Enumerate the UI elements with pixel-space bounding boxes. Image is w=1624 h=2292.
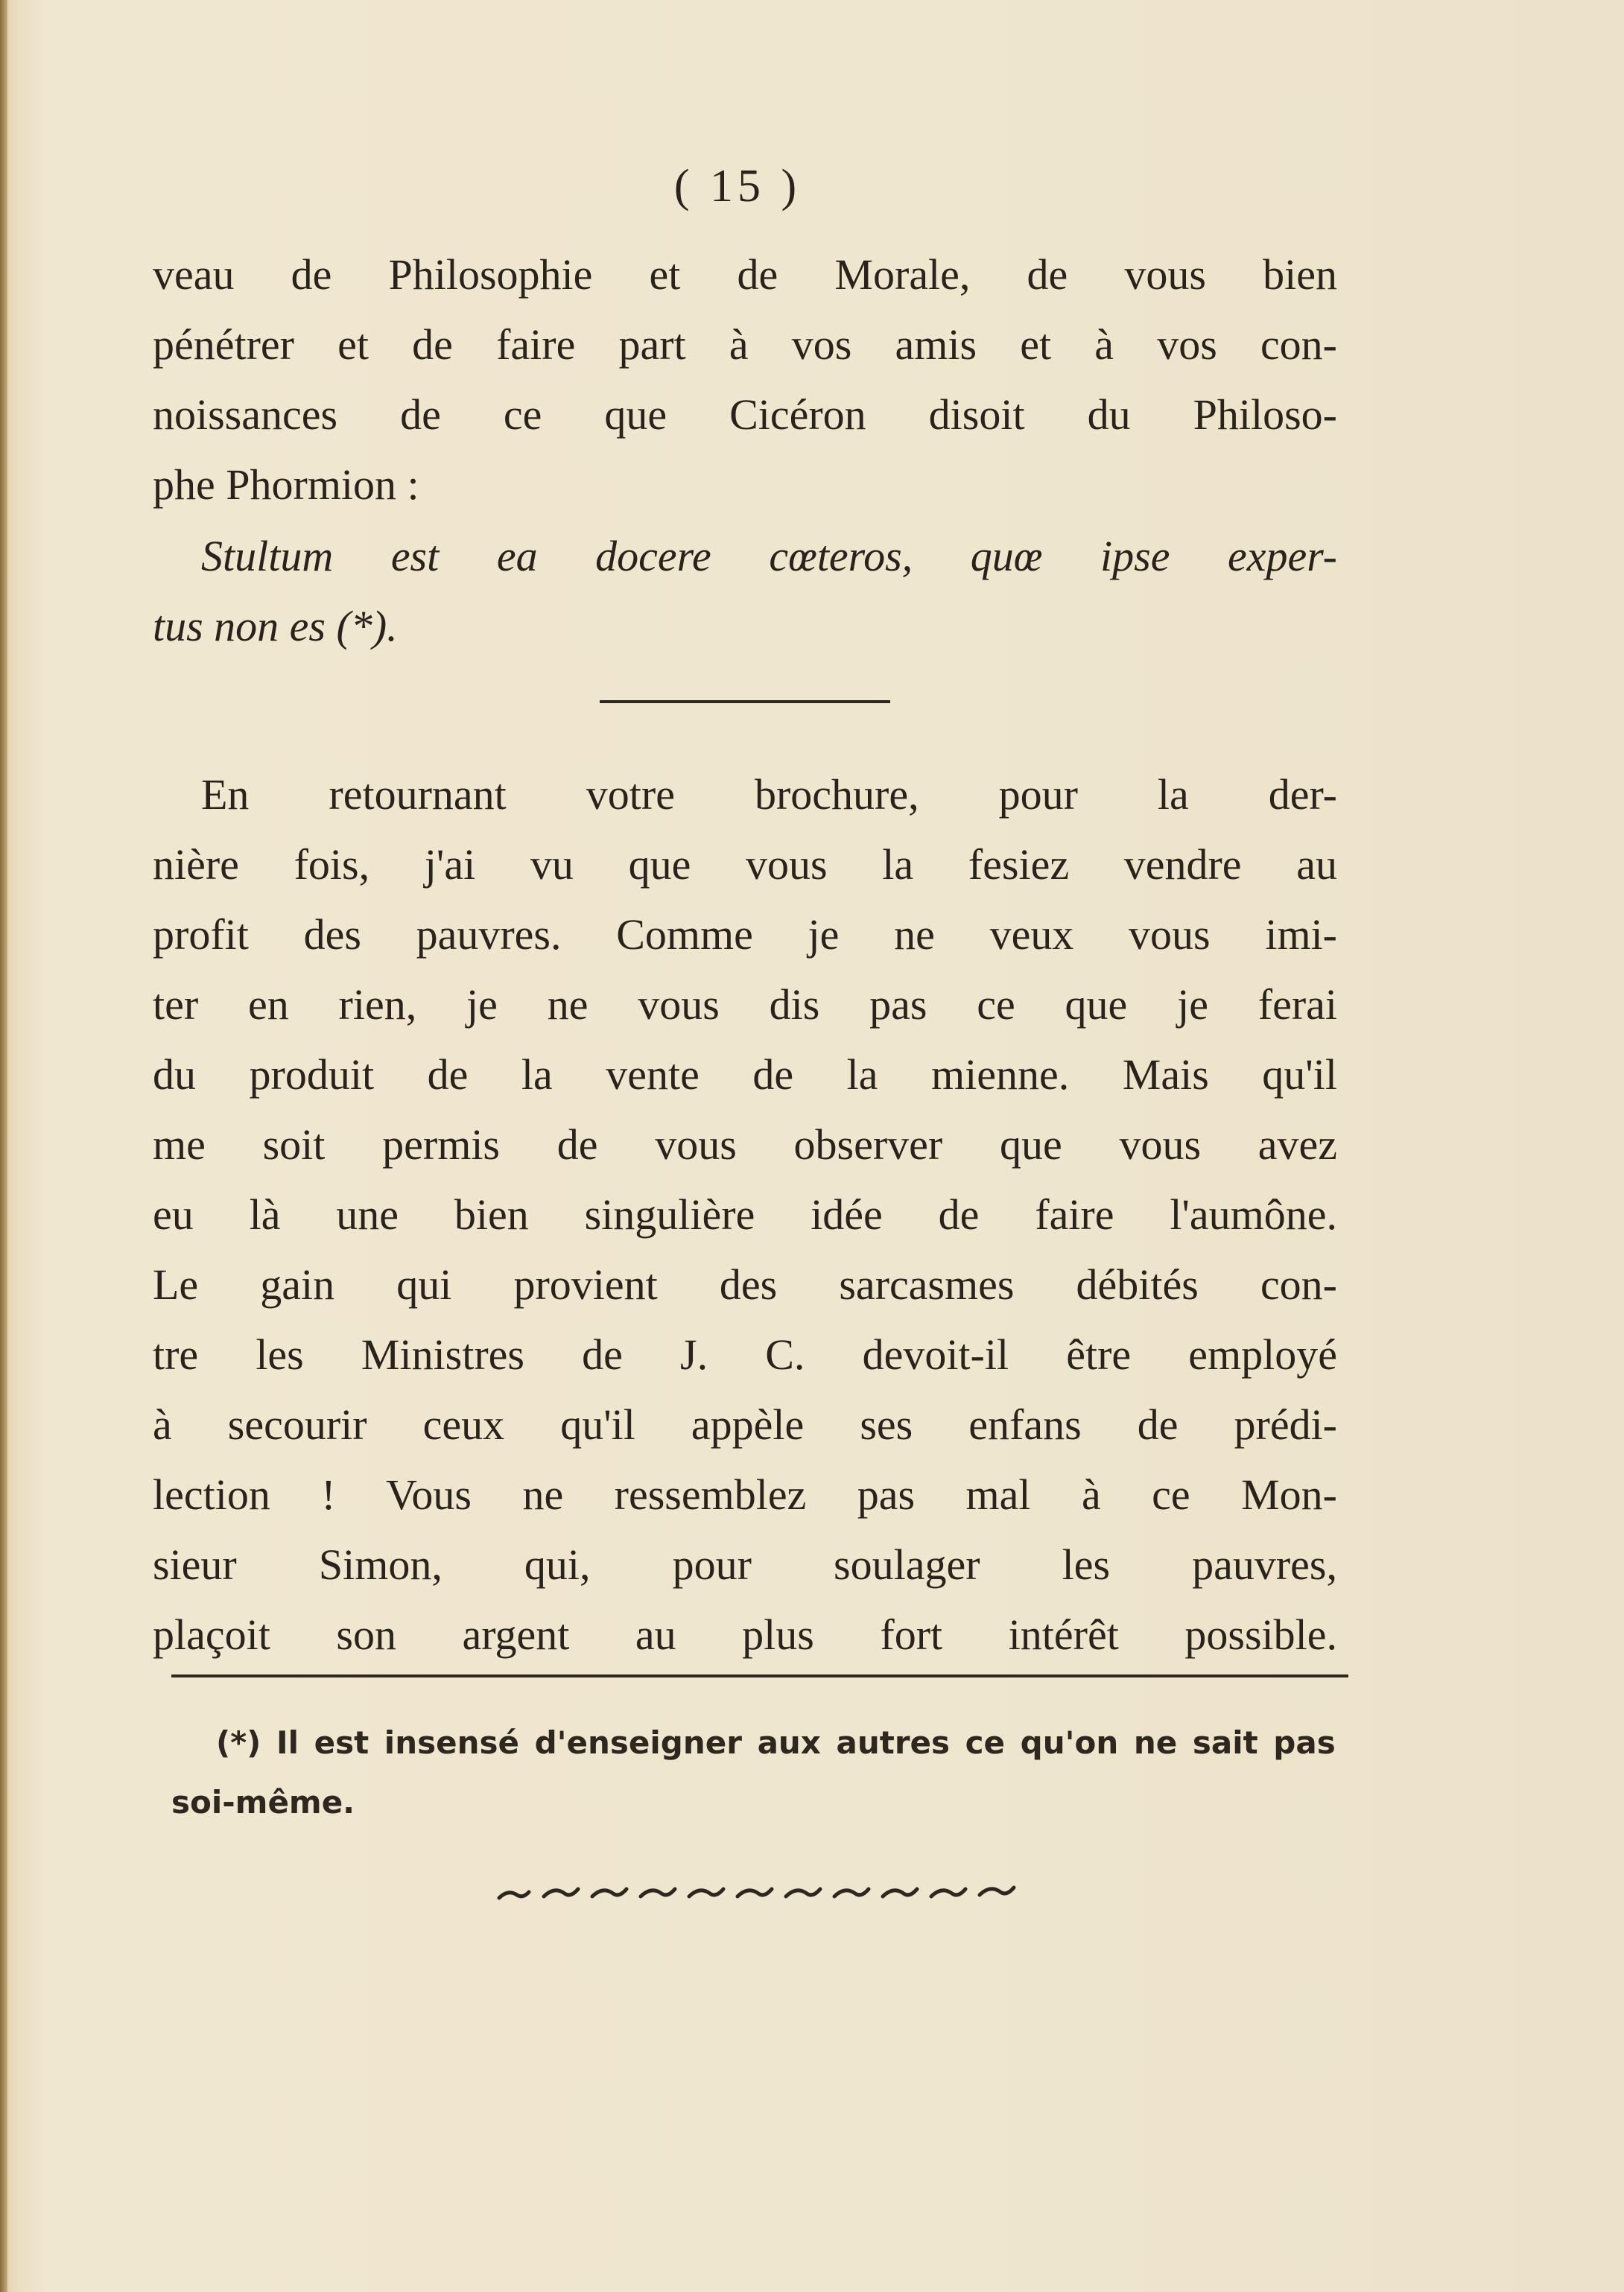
section-divider [600, 700, 890, 703]
paragraph-2-line: tre les Ministres de J. C. devoit-il être employé [153, 1330, 1337, 1379]
paragraph-1-line: veau de Philosophie et de Morale, de vous bien [153, 250, 1337, 299]
paragraph-2-line: lection ! Vous ne ressemblez pas mal à ce Mon- [153, 1470, 1337, 1519]
paragraph-2-line: ter en rien, je ne vous dis pas ce que je ferai [153, 980, 1337, 1029]
paragraph-1-line: phe Phormion : [153, 460, 419, 509]
footnote-rule [171, 1674, 1348, 1677]
paragraph-2-line: me soit permis de vous observer que vous avez [153, 1120, 1337, 1169]
paragraph-2-line: du produit de la vente de la mienne. Mais qu'il [153, 1050, 1337, 1099]
paragraph-1-line: noissances de ce que Cicéron disoit du Philoso- [153, 390, 1337, 439]
paragraph-2-line: eu là une bien singulière idée de faire l'aumône. [153, 1190, 1337, 1239]
paragraph-2-line: En retournant votre brochure, pour la der- [201, 770, 1337, 819]
page-number: ( 15 ) [673, 161, 802, 212]
paragraph-1-line: pénétrer et de faire part à vos amis et à vos con- [153, 320, 1337, 369]
footnote-line: soi-même. [171, 1784, 355, 1820]
paragraph-1 [153, 240, 1337, 520]
printer-ornament-icon [492, 1877, 1028, 1907]
paragraph-2-line: plaçoit son argent au plus fort intérêt possible. [153, 1610, 1337, 1659]
page-binding-edge [0, 0, 7, 2292]
footnote-line: (*) Il est insensé d'enseigner aux autres ce qu'on ne sait pas [216, 1724, 1336, 1761]
paragraph-2 [153, 760, 1337, 1670]
paragraph-2-line: à secourir ceux qu'il appèle ses enfans de prédi- [153, 1400, 1337, 1449]
latin-quote [153, 521, 1337, 661]
latin-quote-line: tus non es (*). [153, 602, 398, 650]
paragraph-2-line: Le gain qui provient des sarcasmes débités con- [153, 1260, 1337, 1309]
paragraph-2-line: profit des pauvres. Comme je ne veux vous imi- [153, 910, 1337, 959]
latin-quote-line: Stultum est ea docere cœteros, quœ ipse exper- [201, 532, 1337, 580]
paragraph-2-line: nière fois, j'ai vu que vous la fesiez vendre au [153, 840, 1337, 889]
paragraph-2-line: sieur Simon, qui, pour soulager les pauvres, [153, 1540, 1337, 1589]
footnote [171, 1713, 1356, 1832]
